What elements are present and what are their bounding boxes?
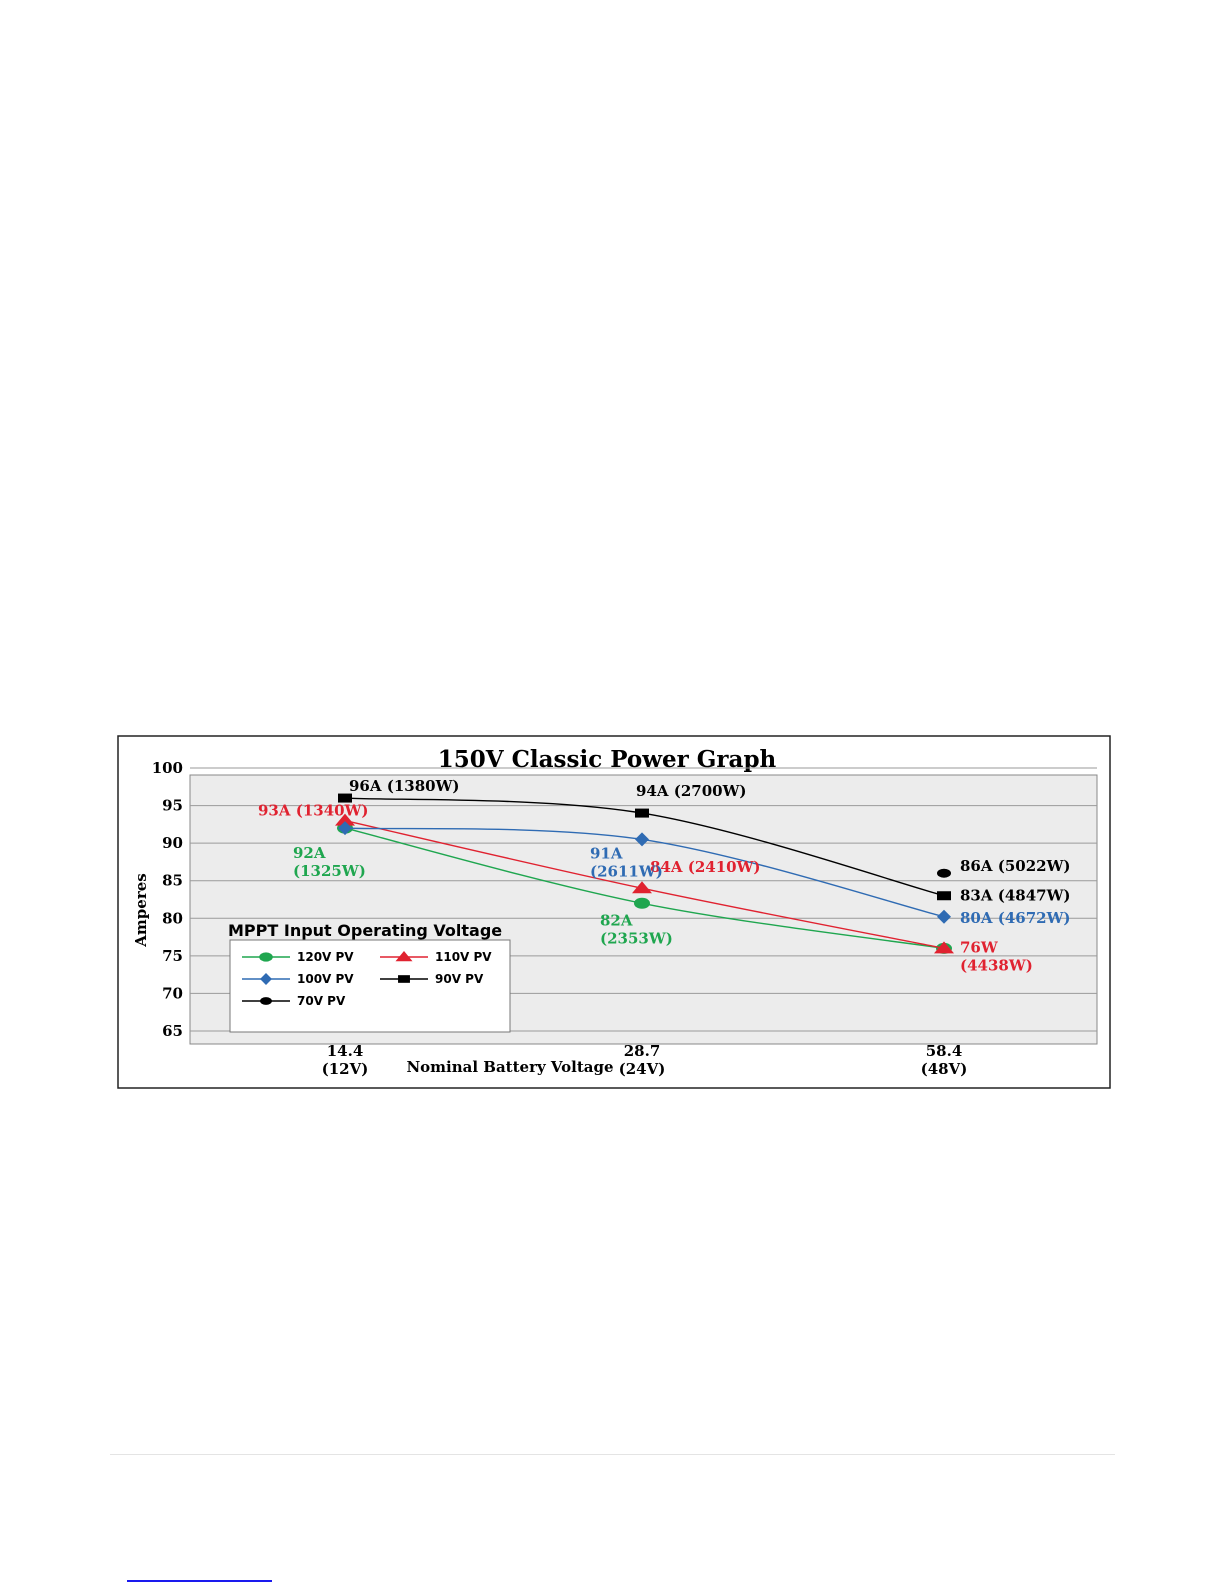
data-label: 80A (4672W) bbox=[960, 908, 1071, 927]
data-label: 86A (5022W) bbox=[960, 857, 1071, 876]
data-label: 83A (4847W) bbox=[960, 886, 1071, 905]
data-point-ellipse bbox=[260, 997, 272, 1005]
legend-label: 100V PV bbox=[297, 972, 354, 986]
data-label: 96A (1380W) bbox=[349, 777, 460, 796]
data-label: 76W bbox=[960, 938, 998, 957]
footer-divider bbox=[110, 1454, 1115, 1455]
data-label: 82A bbox=[600, 911, 633, 930]
legend-title: MPPT Input Operating Voltage bbox=[228, 921, 503, 940]
y-tick-label: 85 bbox=[162, 871, 183, 890]
data-label: 94A (2700W) bbox=[636, 782, 747, 801]
data-point-circle bbox=[634, 898, 650, 909]
legend-label: 70V PV bbox=[297, 994, 346, 1008]
data-label: 92A bbox=[293, 844, 326, 863]
x-tick-sublabel: (24V) bbox=[618, 1060, 666, 1078]
y-tick-label: 100 bbox=[151, 759, 183, 777]
data-label: (2611W) bbox=[590, 862, 663, 881]
legend-label: 120V PV bbox=[297, 950, 354, 964]
y-tick-label: 95 bbox=[162, 796, 183, 815]
data-point-square bbox=[937, 891, 951, 900]
y-tick-label: 90 bbox=[162, 834, 183, 853]
data-label: (2353W) bbox=[600, 929, 673, 948]
x-axis-label: Nominal Battery Voltage bbox=[406, 1058, 614, 1076]
x-tick-label: 28.7 bbox=[623, 1042, 661, 1060]
footer-link-underline[interactable] bbox=[127, 1580, 272, 1582]
chart-title: 150V Classic Power Graph bbox=[437, 746, 777, 773]
data-label: 84A (2410W) bbox=[650, 858, 761, 877]
data-point-square bbox=[635, 809, 649, 818]
x-tick-label: 14.4 bbox=[326, 1042, 364, 1060]
y-tick-label: 70 bbox=[162, 984, 183, 1003]
data-point-square bbox=[398, 975, 410, 983]
y-tick-label: 75 bbox=[162, 946, 183, 965]
y-axis-label: Amperes bbox=[132, 873, 150, 947]
x-tick-sublabel: (48V) bbox=[920, 1060, 968, 1078]
data-label: 91A bbox=[590, 844, 623, 863]
legend-label: 90V PV bbox=[435, 972, 484, 986]
y-tick-label: 65 bbox=[162, 1022, 183, 1040]
data-label: (1325W) bbox=[293, 862, 366, 881]
data-label: 93A (1340W) bbox=[258, 801, 369, 820]
x-tick-sublabel: (12V) bbox=[321, 1060, 369, 1078]
data-point-ellipse bbox=[937, 869, 951, 878]
data-label: (4438W) bbox=[960, 956, 1033, 975]
x-tick-label: 58.4 bbox=[925, 1042, 963, 1060]
y-tick-label: 80 bbox=[162, 909, 183, 928]
legend-label: 110V PV bbox=[435, 950, 492, 964]
data-point-circle bbox=[259, 952, 273, 961]
